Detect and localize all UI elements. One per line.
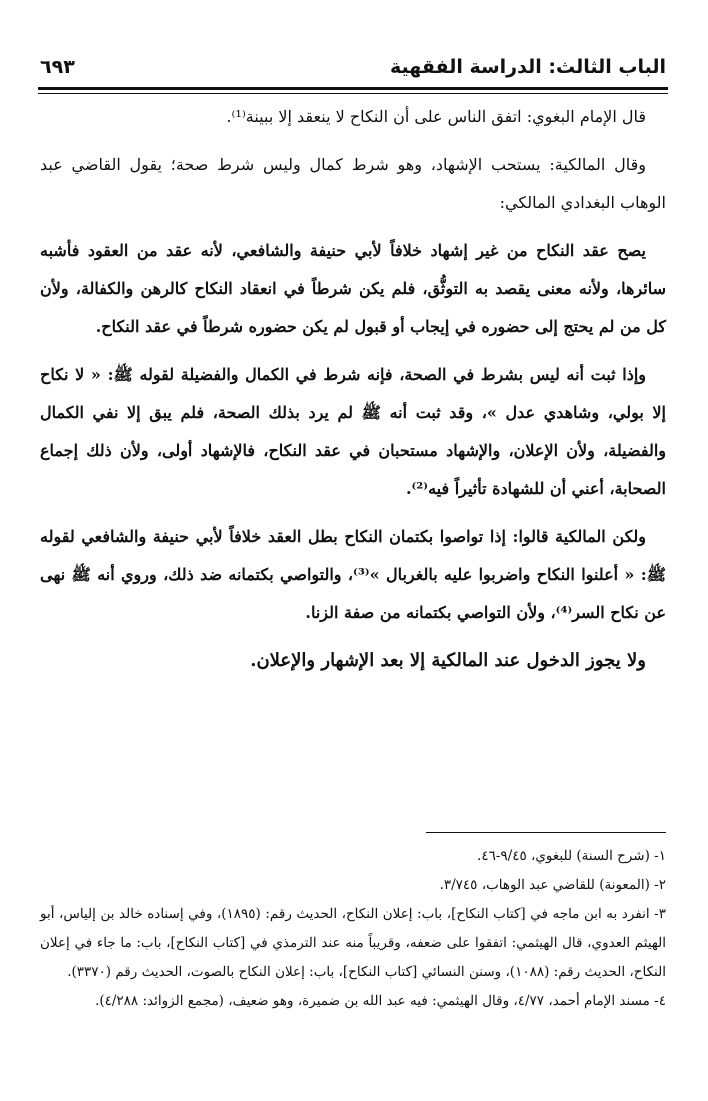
page-header bbox=[40, 56, 666, 82]
paragraph-kitman-rest: ، والتواصي بكتمانه ضد ذلك، وروي أنه ﷺ نهى عن نكاح السر⁽⁴⁾، ولأن التواصي بكتمانه من صفة الزنا. bbox=[40, 565, 666, 622]
chapter-title: الباب الثالث: الدراسة الفقهية bbox=[390, 56, 666, 78]
paragraph-kamal-rest: ، وقد ثبت أنه ﷺ لم يرد بذلك الصحة، فلم يبق إلا نفي الكمال والفضيلة، ولأن الإعلان، والإشهاد مستحبان في عقد النكاح، فالإشهاد أولى، ولأن ذلك إجماع الصحابة، أعني أن للشهادة تأثيراً فيه⁽²⁾. bbox=[40, 403, 666, 498]
main-text bbox=[40, 98, 666, 690]
paragraph-kamal bbox=[40, 356, 666, 508]
header-rule-thin bbox=[38, 93, 668, 94]
closing-statement: ولا يجوز الدخول عند المالكية إلا بعد الإشهار والإعلان. bbox=[250, 650, 646, 671]
paragraph-kamal-intro: وإذا ثبت أنه ليس بشرط في الصحة، فإنه شرط في الكمال والفضيلة لقوله ﷺ: bbox=[107, 365, 647, 384]
footnote-separator bbox=[426, 832, 666, 833]
footnote-1: ١- (شرح السنة) للبغوي، ٩/٤٥-٤٦. bbox=[477, 848, 666, 864]
footnotes bbox=[40, 842, 666, 1016]
hadith-no-nikah: « لا نكاح إلا بولي، وشاهدي عدل » bbox=[40, 365, 666, 422]
paragraph-kitman bbox=[40, 518, 666, 632]
paragraph-baghawi: قال الإمام البغوي: اتفق الناس على أن النكاح لا ينعقد إلا ببينة⁽¹⁾. bbox=[226, 107, 646, 126]
paragraph-malikiyya: وقال المالكية: يستحب الإشهاد، وهو شرط كمال وليس شرط صحة؛ يقول القاضي عبد الوهاب البغدادي المالكي: bbox=[40, 155, 666, 212]
header-rule-thick bbox=[38, 87, 668, 90]
paragraph-kitman-intro: ولكن المالكية قالوا: إذا تواصوا بكتمان النكاح بطل العقد خلافاً لأبي حنيفة والشافعي لقوله ﷺ: bbox=[40, 527, 667, 584]
footnote-2: ٢- (المعونة) للقاضي عبد الوهاب، ٣/٧٤٥. bbox=[439, 877, 666, 893]
paragraph-quote-abdulwahhab: يصح عقد النكاح من غير إشهاد خلافاً لأبي حنيفة والشافعي، لأنه عقد من العقود فأشبه سائرها، ولأنه معنى يقصد به التوثُّق، فلم يكن شرطاً في انعقاد النكاح كالرهن والكفالة، ولأن كل من لم يحتج إلى حضوره في إيجاب أو قبول لم يكن حضوره شرطاً في عقد النكاح. bbox=[40, 241, 666, 336]
footnote-4: ٤- مسند الإمام أحمد، ٤/٧٧، وقال الهيثمي: فيه عبد الله بن ضميرة، وهو ضعيف، (مجمع الزوائد: ٤/٢٨٨). bbox=[95, 993, 666, 1009]
hadith-ilan: « أعلنوا النكاح واضربوا عليه بالغربال »⁽³⁾ bbox=[353, 565, 635, 584]
footnote-3: ٣- انفرد به ابن ماجه في [كتاب النكاح]، باب: إعلان النكاح، الحديث رقم: (١٨٩٥)، وفي إسناده خالد بن إلياس، أبو الهيثم العدوي، قال الهيثمي: اتفقوا على ضعفه، وقريباً منه عند الترمذي في [كتاب النكاح]، باب: ما جاء في إعلان النكاح، الحديث رقم: (١٠٨٨)، وسنن النسائي [كتاب النكاح]، باب: إعلان النكاح بالصوت، الحديث رقم (٣٣٧٠). bbox=[40, 906, 666, 980]
page-number: ٦٩٣ bbox=[40, 56, 75, 78]
